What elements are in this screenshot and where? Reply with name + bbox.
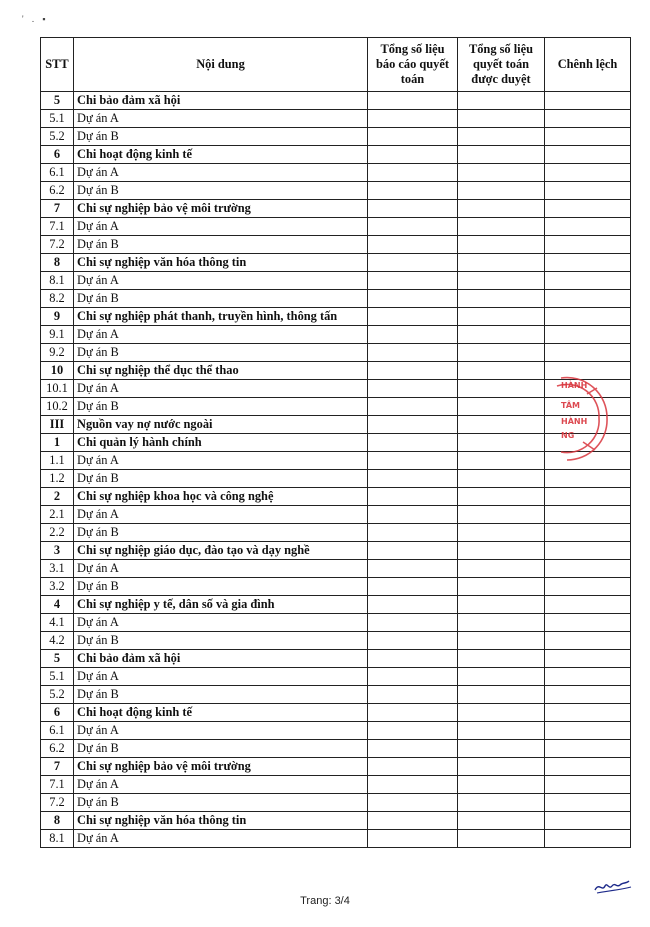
row-stt: 1.1: [41, 452, 74, 470]
row-stt: 9: [41, 308, 74, 326]
row-duoc-duyet-value: [458, 326, 545, 344]
table-row: [41, 722, 631, 740]
row-stt: 7.2: [41, 794, 74, 812]
row-bao-cao-value: [368, 776, 458, 794]
row-stt: 6: [41, 704, 74, 722]
row-label: Dự án B: [74, 632, 368, 650]
header-quyet-toan-duoc-duyet: Tổng số liệu quyết toán được duyệt: [458, 38, 545, 92]
row-label: Dự án B: [74, 182, 368, 200]
row-label: Dự án B: [74, 740, 368, 758]
row-chenh-lech-value: [545, 290, 631, 308]
row-chenh-lech-value: [545, 776, 631, 794]
row-chenh-lech-value: [545, 578, 631, 596]
row-label: Chi sự nghiệp văn hóa thông tin: [74, 254, 368, 272]
row-duoc-duyet-value: [458, 542, 545, 560]
row-stt: 10: [41, 362, 74, 380]
row-duoc-duyet-value: [458, 254, 545, 272]
row-bao-cao-value: [368, 164, 458, 182]
row-duoc-duyet-value: [458, 686, 545, 704]
row-bao-cao-value: [368, 128, 458, 146]
row-bao-cao-value: [368, 326, 458, 344]
row-chenh-lech-value: [545, 704, 631, 722]
row-bao-cao-value: [368, 398, 458, 416]
row-duoc-duyet-value: [458, 146, 545, 164]
row-stt: 7.2: [41, 236, 74, 254]
row-chenh-lech-value: [545, 254, 631, 272]
row-label: Dự án B: [74, 290, 368, 308]
row-bao-cao-value: [368, 308, 458, 326]
row-label: Dự án A: [74, 506, 368, 524]
row-bao-cao-value: [368, 830, 458, 848]
row-chenh-lech-value: [545, 272, 631, 290]
row-label: Dự án A: [74, 326, 368, 344]
row-bao-cao-value: [368, 452, 458, 470]
row-label: Dự án A: [74, 776, 368, 794]
row-stt: 6.2: [41, 740, 74, 758]
row-bao-cao-value: [368, 434, 458, 452]
row-bao-cao-value: [368, 200, 458, 218]
table-row-group: [41, 146, 631, 164]
row-duoc-duyet-value: [458, 614, 545, 632]
table-row-group: [41, 488, 631, 506]
row-duoc-duyet-value: [458, 128, 545, 146]
row-duoc-duyet-value: [458, 758, 545, 776]
row-stt: 7.1: [41, 776, 74, 794]
row-stt: 5.1: [41, 110, 74, 128]
row-duoc-duyet-value: [458, 236, 545, 254]
row-label: Chi quản lý hành chính: [74, 434, 368, 452]
row-stt: 5.2: [41, 128, 74, 146]
row-stt: 6.1: [41, 722, 74, 740]
row-stt: 3.1: [41, 560, 74, 578]
row-stt: 5.1: [41, 668, 74, 686]
table-row: [41, 506, 631, 524]
table-row: [41, 344, 631, 362]
row-stt: 1: [41, 434, 74, 452]
table-row-group: [41, 92, 631, 110]
row-bao-cao-value: [368, 182, 458, 200]
page-number: Trang: 3/4: [300, 895, 350, 907]
row-duoc-duyet-value: [458, 182, 545, 200]
row-chenh-lech-value: [545, 92, 631, 110]
row-duoc-duyet-value: [458, 434, 545, 452]
stamp-text-4: NG: [561, 431, 575, 440]
row-stt: 3: [41, 542, 74, 560]
row-bao-cao-value: [368, 110, 458, 128]
row-label: Chi sự nghiệp bảo vệ môi trường: [74, 758, 368, 776]
row-stt: 6.1: [41, 164, 74, 182]
row-label: Dự án A: [74, 668, 368, 686]
row-duoc-duyet-value: [458, 380, 545, 398]
table-row: [41, 524, 631, 542]
row-chenh-lech-value: [545, 308, 631, 326]
row-bao-cao-value: [368, 506, 458, 524]
row-chenh-lech-value: [545, 146, 631, 164]
row-stt: 2.2: [41, 524, 74, 542]
row-stt: 2: [41, 488, 74, 506]
row-chenh-lech-value: [545, 470, 631, 488]
row-stt: 4.1: [41, 614, 74, 632]
row-duoc-duyet-value: [458, 92, 545, 110]
header-bao-cao-quyet-toan: Tổng số liệu báo cáo quyết toán: [368, 38, 458, 92]
row-label: Chi hoạt động kinh tế: [74, 704, 368, 722]
row-duoc-duyet-value: [458, 632, 545, 650]
scan-artifact-mark: ' . ▪: [22, 14, 49, 24]
table-row: [41, 272, 631, 290]
row-stt: 9.2: [41, 344, 74, 362]
header-chenh-lech: Chênh lệch: [545, 38, 631, 92]
row-label: Dự án B: [74, 128, 368, 146]
row-bao-cao-value: [368, 272, 458, 290]
row-stt: 8.1: [41, 272, 74, 290]
row-label: Dự án A: [74, 614, 368, 632]
row-duoc-duyet-value: [458, 344, 545, 362]
row-bao-cao-value: [368, 740, 458, 758]
table-row-group: [41, 434, 631, 452]
row-bao-cao-value: [368, 668, 458, 686]
row-label: Dự án A: [74, 722, 368, 740]
row-chenh-lech-value: [545, 218, 631, 236]
row-chenh-lech-value: [545, 326, 631, 344]
table-row: [41, 182, 631, 200]
row-label: Chi sự nghiệp khoa học và công nghệ: [74, 488, 368, 506]
row-label: Dự án B: [74, 344, 368, 362]
row-bao-cao-value: [368, 254, 458, 272]
row-label: Dự án B: [74, 236, 368, 254]
table-row: [41, 560, 631, 578]
row-label: Dự án A: [74, 110, 368, 128]
row-stt: 4: [41, 596, 74, 614]
row-bao-cao-value: [368, 686, 458, 704]
row-duoc-duyet-value: [458, 776, 545, 794]
row-stt: 4.2: [41, 632, 74, 650]
row-label: Chi sự nghiệp bảo vệ môi trường: [74, 200, 368, 218]
row-stt: III: [41, 416, 74, 434]
row-label: Dự án A: [74, 218, 368, 236]
row-bao-cao-value: [368, 542, 458, 560]
red-seal-stamp: [553, 372, 615, 464]
row-bao-cao-value: [368, 578, 458, 596]
row-chenh-lech-value: [545, 758, 631, 776]
table-row-group: [41, 416, 631, 434]
row-label: Dự án A: [74, 380, 368, 398]
row-stt: 7.1: [41, 218, 74, 236]
table-row: [41, 614, 631, 632]
row-label: Dự án A: [74, 164, 368, 182]
row-stt: 10.2: [41, 398, 74, 416]
row-label: Chi bảo đảm xã hội: [74, 92, 368, 110]
row-chenh-lech-value: [545, 506, 631, 524]
row-duoc-duyet-value: [458, 524, 545, 542]
row-label: Chi sự nghiệp văn hóa thông tin: [74, 812, 368, 830]
row-duoc-duyet-value: [458, 668, 545, 686]
row-stt: 8.1: [41, 830, 74, 848]
row-duoc-duyet-value: [458, 812, 545, 830]
row-chenh-lech-value: [545, 668, 631, 686]
row-duoc-duyet-value: [458, 596, 545, 614]
row-label: Chi hoạt động kinh tế: [74, 146, 368, 164]
row-label: Chi bảo đảm xã hội: [74, 650, 368, 668]
table-row: [41, 776, 631, 794]
row-bao-cao-value: [368, 560, 458, 578]
row-chenh-lech-value: [545, 560, 631, 578]
row-duoc-duyet-value: [458, 308, 545, 326]
row-chenh-lech-value: [545, 344, 631, 362]
row-duoc-duyet-value: [458, 470, 545, 488]
row-duoc-duyet-value: [458, 722, 545, 740]
table-row: [41, 470, 631, 488]
row-stt: 10.1: [41, 380, 74, 398]
row-stt: 8.2: [41, 290, 74, 308]
row-chenh-lech-value: [545, 542, 631, 560]
table-row-group: [41, 812, 631, 830]
row-duoc-duyet-value: [458, 452, 545, 470]
row-chenh-lech-value: [545, 632, 631, 650]
row-stt: 6.2: [41, 182, 74, 200]
table-row: [41, 632, 631, 650]
row-bao-cao-value: [368, 758, 458, 776]
row-label: Chi sự nghiệp y tế, dân số và gia đình: [74, 596, 368, 614]
table-row: [41, 110, 631, 128]
stamp-text-2: TÂM: [561, 401, 580, 410]
row-duoc-duyet-value: [458, 290, 545, 308]
row-bao-cao-value: [368, 362, 458, 380]
table-row: [41, 686, 631, 704]
table-row: [41, 452, 631, 470]
row-chenh-lech-value: [545, 182, 631, 200]
row-bao-cao-value: [368, 92, 458, 110]
table-row: [41, 236, 631, 254]
row-duoc-duyet-value: [458, 362, 545, 380]
row-duoc-duyet-value: [458, 110, 545, 128]
table-row: [41, 668, 631, 686]
table-row: [41, 398, 631, 416]
row-chenh-lech-value: [545, 722, 631, 740]
row-bao-cao-value: [368, 632, 458, 650]
row-label: Dự án B: [74, 794, 368, 812]
row-stt: 5.2: [41, 686, 74, 704]
row-duoc-duyet-value: [458, 164, 545, 182]
row-label: Dự án B: [74, 578, 368, 596]
row-stt: 9.1: [41, 326, 74, 344]
row-stt: 2.1: [41, 506, 74, 524]
row-duoc-duyet-value: [458, 398, 545, 416]
row-chenh-lech-value: [545, 596, 631, 614]
row-chenh-lech-value: [545, 686, 631, 704]
table-row: [41, 218, 631, 236]
row-label: Dự án B: [74, 524, 368, 542]
row-stt: 6: [41, 146, 74, 164]
row-duoc-duyet-value: [458, 740, 545, 758]
row-bao-cao-value: [368, 416, 458, 434]
row-bao-cao-value: [368, 596, 458, 614]
table-row-group: [41, 308, 631, 326]
table-row: [41, 290, 631, 308]
row-stt: 8: [41, 254, 74, 272]
table-row: [41, 830, 631, 848]
row-stt: 7: [41, 758, 74, 776]
table-row: [41, 326, 631, 344]
table-row-group: [41, 704, 631, 722]
row-bao-cao-value: [368, 524, 458, 542]
row-chenh-lech-value: [545, 200, 631, 218]
row-label: Chi sự nghiệp giáo dục, đào tạo và dạy nghề: [74, 542, 368, 560]
budget-report-table: [40, 37, 631, 848]
row-chenh-lech-value: [545, 650, 631, 668]
row-chenh-lech-value: [545, 524, 631, 542]
table-row-group: [41, 254, 631, 272]
row-bao-cao-value: [368, 290, 458, 308]
row-label: Dự án A: [74, 452, 368, 470]
row-label: Dự án A: [74, 830, 368, 848]
row-chenh-lech-value: [545, 740, 631, 758]
row-chenh-lech-value: [545, 164, 631, 182]
row-bao-cao-value: [368, 470, 458, 488]
row-bao-cao-value: [368, 344, 458, 362]
row-label: Dự án A: [74, 560, 368, 578]
row-bao-cao-value: [368, 704, 458, 722]
header-noi-dung: Nội dung: [74, 38, 368, 92]
row-label: Chi sự nghiệp thể dục thể thao: [74, 362, 368, 380]
row-chenh-lech-value: [545, 614, 631, 632]
row-duoc-duyet-value: [458, 704, 545, 722]
row-duoc-duyet-value: [458, 416, 545, 434]
table-row: [41, 164, 631, 182]
initials-signature: [593, 878, 633, 896]
row-chenh-lech-value: [545, 128, 631, 146]
table-row-group: [41, 596, 631, 614]
row-duoc-duyet-value: [458, 578, 545, 596]
table-row-group: [41, 362, 631, 380]
row-duoc-duyet-value: [458, 560, 545, 578]
row-duoc-duyet-value: [458, 488, 545, 506]
row-bao-cao-value: [368, 380, 458, 398]
row-stt: 8: [41, 812, 74, 830]
row-bao-cao-value: [368, 812, 458, 830]
row-bao-cao-value: [368, 650, 458, 668]
table-row-group: [41, 650, 631, 668]
table-row: [41, 128, 631, 146]
row-chenh-lech-value: [545, 812, 631, 830]
header-stt: STT: [41, 38, 74, 92]
row-duoc-duyet-value: [458, 272, 545, 290]
table-row: [41, 380, 631, 398]
row-chenh-lech-value: [545, 794, 631, 812]
table-row: [41, 578, 631, 596]
table-header-row: [41, 38, 631, 92]
row-label: Dự án B: [74, 686, 368, 704]
row-stt: 3.2: [41, 578, 74, 596]
row-duoc-duyet-value: [458, 794, 545, 812]
table-row: [41, 740, 631, 758]
row-chenh-lech-value: [545, 236, 631, 254]
row-bao-cao-value: [368, 794, 458, 812]
row-label: Nguồn vay nợ nước ngoài: [74, 416, 368, 434]
row-duoc-duyet-value: [458, 506, 545, 524]
row-bao-cao-value: [368, 146, 458, 164]
row-chenh-lech-value: [545, 830, 631, 848]
row-duoc-duyet-value: [458, 200, 545, 218]
table-row-group: [41, 758, 631, 776]
row-bao-cao-value: [368, 614, 458, 632]
table-body: [41, 92, 631, 848]
row-stt: 5: [41, 92, 74, 110]
row-duoc-duyet-value: [458, 830, 545, 848]
row-duoc-duyet-value: [458, 650, 545, 668]
row-bao-cao-value: [368, 488, 458, 506]
row-chenh-lech-value: [545, 110, 631, 128]
row-label: Dự án B: [74, 398, 368, 416]
row-bao-cao-value: [368, 218, 458, 236]
row-bao-cao-value: [368, 236, 458, 254]
table-row-group: [41, 542, 631, 560]
row-label: Chi sự nghiệp phát thanh, truyền hình, thông tấn: [74, 308, 368, 326]
row-label: Dự án A: [74, 272, 368, 290]
stamp-text-3: HÀNH: [561, 417, 588, 426]
table-row: [41, 794, 631, 812]
row-duoc-duyet-value: [458, 218, 545, 236]
row-chenh-lech-value: [545, 488, 631, 506]
row-stt: 1.2: [41, 470, 74, 488]
stamp-text-1: HÀNH: [561, 381, 588, 390]
table-row-group: [41, 200, 631, 218]
row-bao-cao-value: [368, 722, 458, 740]
row-stt: 5: [41, 650, 74, 668]
row-label: Dự án B: [74, 470, 368, 488]
row-stt: 7: [41, 200, 74, 218]
